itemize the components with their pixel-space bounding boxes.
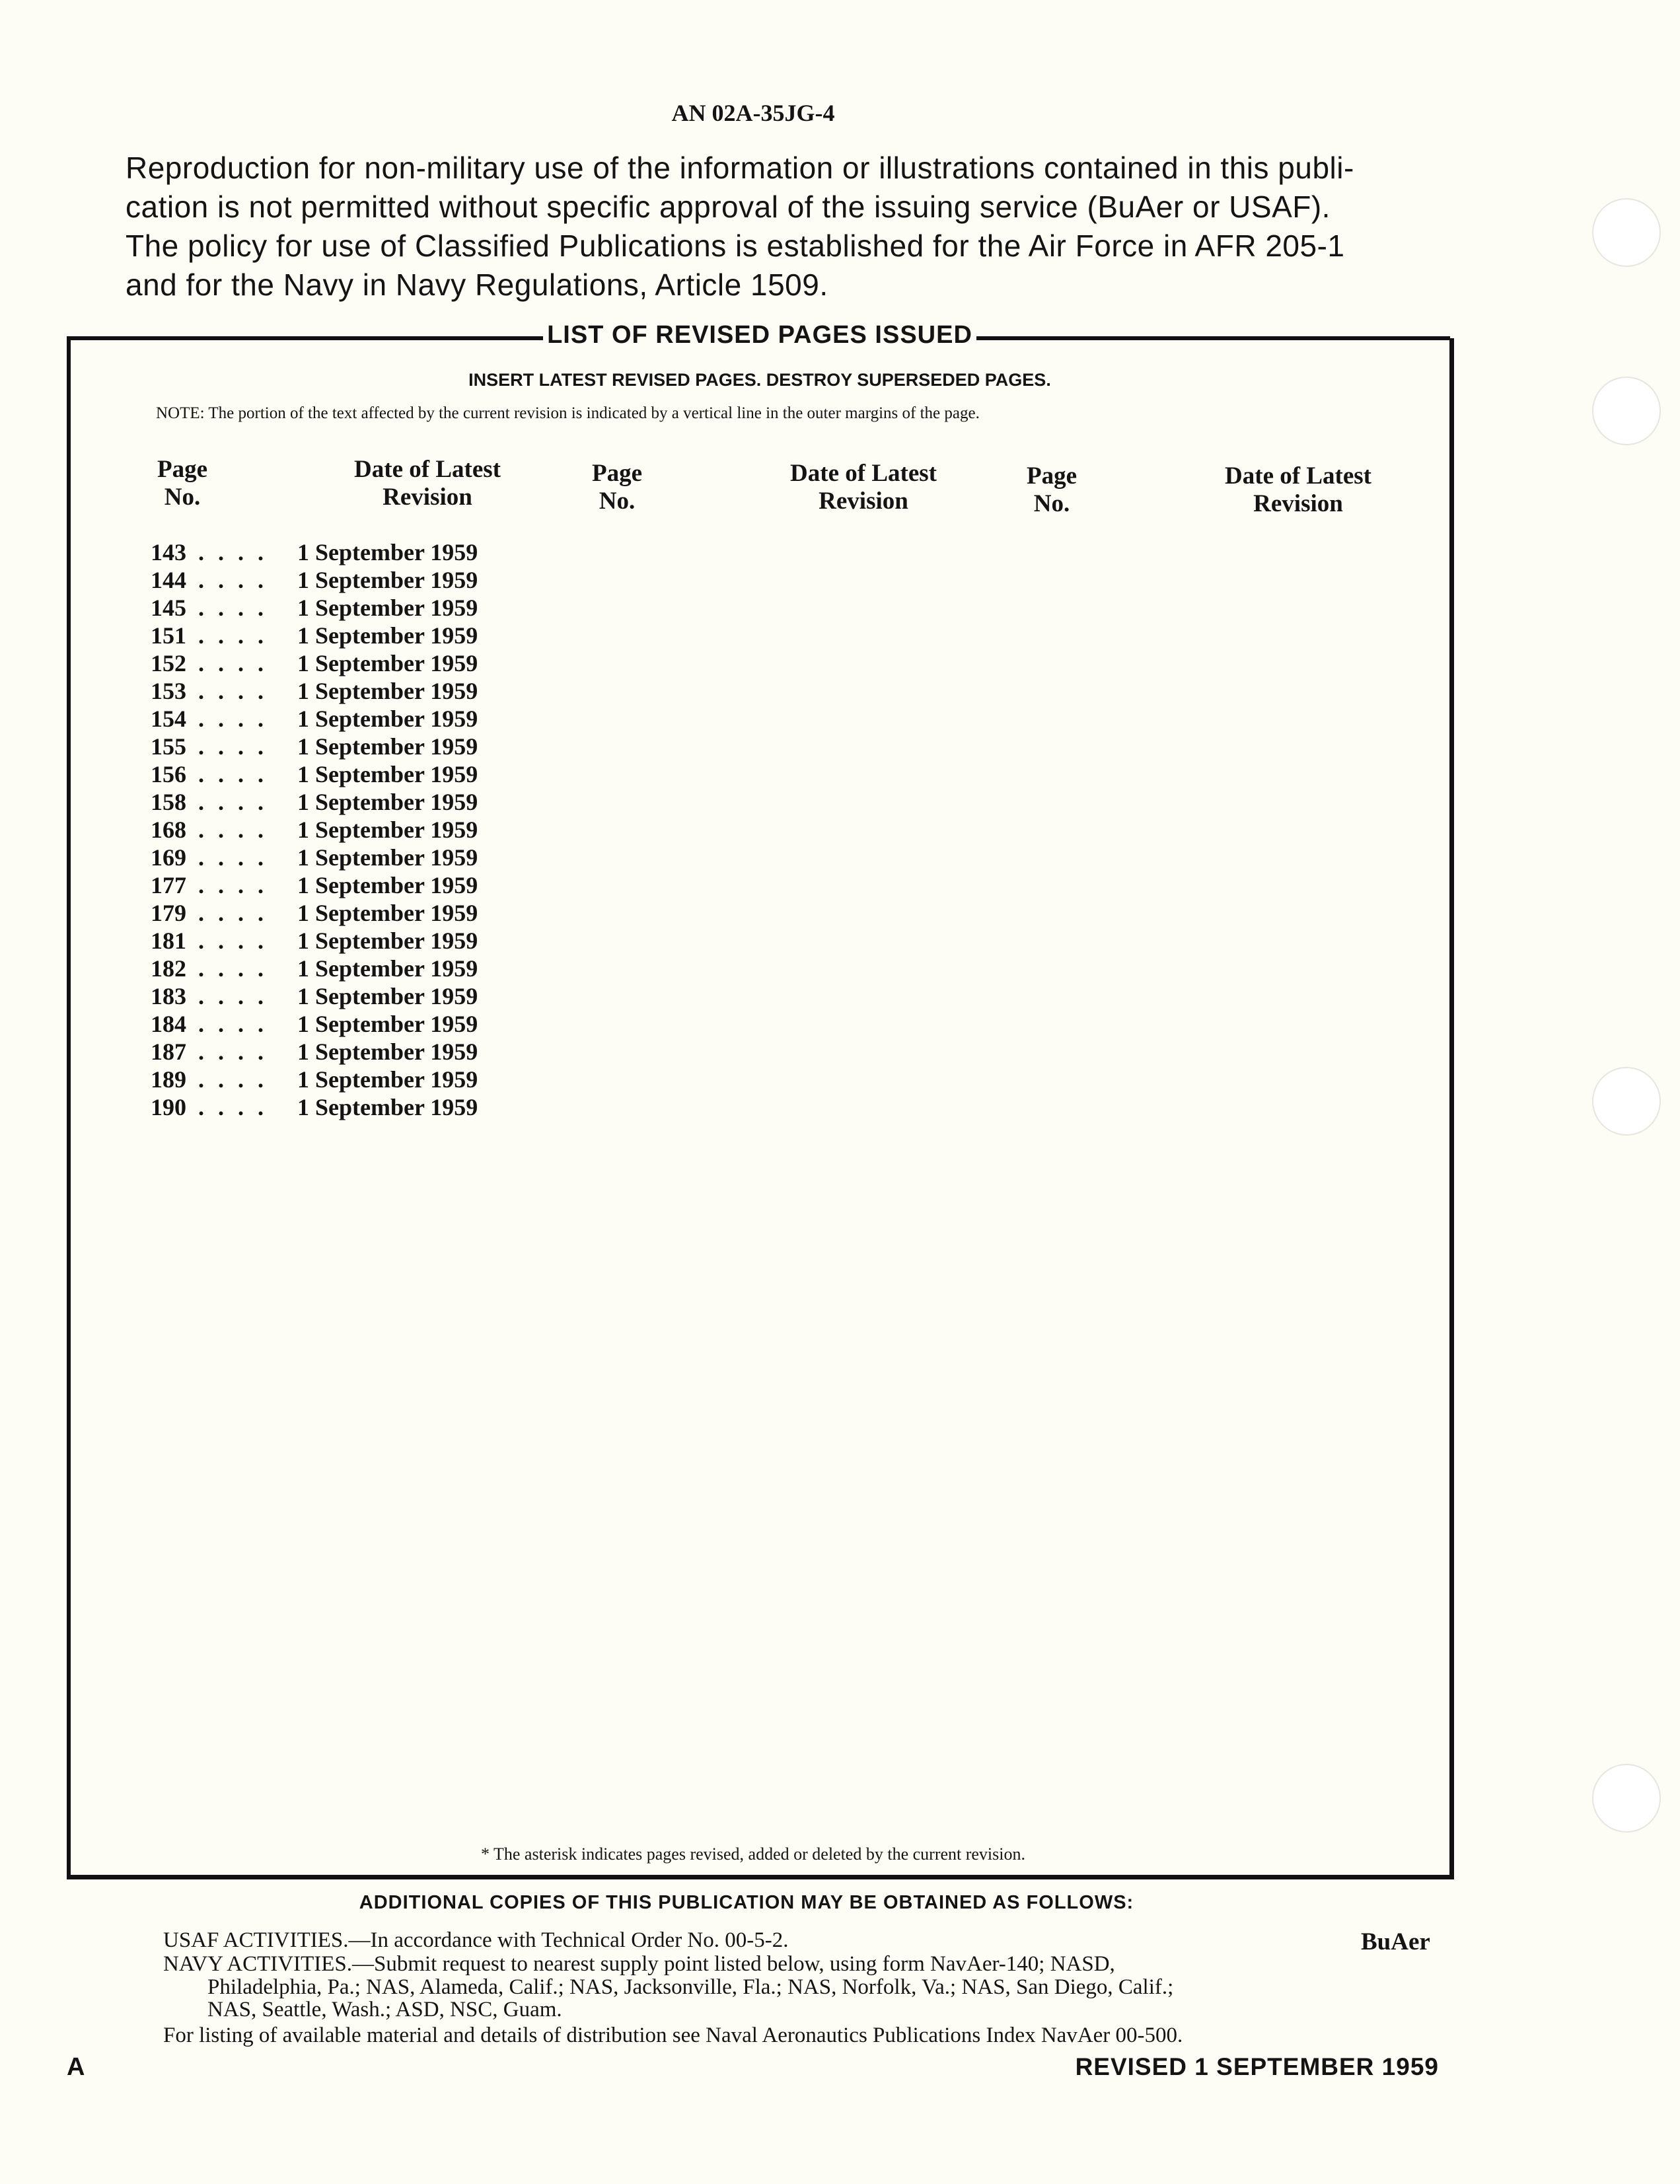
revised-pages-title [0,321,1519,349]
leader-dots: . . . . [198,678,268,704]
page-number: 158 [151,789,186,815]
usaf-activities: USAF ACTIVITIES.—In accordance with Technical Order No. 00-5-2. [163,1928,789,1952]
revision-date: 1 September 1959 [297,761,478,787]
list-item [151,538,478,566]
buaer-label: BuAer [1361,1928,1430,1955]
list-item [151,1010,478,1038]
leader-dots: . . . . [198,789,268,815]
list-item [151,594,478,622]
revision-date: 1 September 1959 [297,1066,478,1093]
revision-date: REVISED 1 SEPTEMBER 1959 [1075,2053,1439,2080]
page-number: 182 [151,955,186,982]
revision-date: 1 September 1959 [297,622,478,649]
page-number: 156 [151,761,186,787]
list-item [151,622,478,649]
list-item [151,677,478,705]
notice-line: Reproduction for non-military use of the information or illustrations contained in this publi- [126,151,1354,185]
list-item [151,705,478,733]
leader-dots: . . . . [198,872,268,898]
page-number: 143 [151,539,186,565]
list-item [151,955,478,982]
page-number: 181 [151,928,186,954]
page-number: 184 [151,1011,186,1037]
column-header-date: Date of Latest Revision [1225,462,1371,517]
list-item [151,871,478,899]
page-number: 154 [151,706,186,732]
list-item [151,733,478,760]
column-header-date: Date of Latest Revision [354,456,501,511]
navy-activities-cont: NAS, Seattle, Wash.; ASD, NSC, Guam. [207,1998,562,2021]
leader-dots: . . . . [198,539,268,565]
distribution-title: ADDITIONAL COPIES OF THIS PUBLICATION MAY BE OBTAINED AS FOLLOWS: [359,1892,1134,1913]
revision-date: 1 September 1959 [297,595,478,621]
leader-dots: . . . . [198,733,268,760]
revision-date: 1 September 1959 [297,983,478,1009]
leader-dots: . . . . [198,928,268,954]
list-item [151,760,478,788]
punch-hole [1592,198,1661,267]
leader-dots: . . . . [198,650,268,676]
list-item [151,1038,478,1066]
list-item [151,982,478,1010]
page-number: 179 [151,900,186,926]
revision-date: 1 September 1959 [297,1094,478,1120]
revision-date: 1 September 1959 [297,650,478,676]
revision-date: 1 September 1959 [297,900,478,926]
revision-date: 1 September 1959 [297,678,478,704]
column-header-page: Page No. [1026,462,1077,517]
revision-date: 1 September 1959 [297,733,478,760]
listing-note: For listing of available material and details of distribution see Naval Aeronautics Publications Index NavAer 00-500. [163,2023,1183,2047]
page-number: 168 [151,817,186,843]
leader-dots: . . . . [198,844,268,871]
leader-dots: . . . . [198,761,268,787]
list-item [151,788,478,816]
leader-dots: . . . . [198,1011,268,1037]
page-number: 144 [151,567,186,593]
leader-dots: . . . . [198,817,268,843]
leader-dots: . . . . [198,1066,268,1093]
leader-dots: . . . . [198,706,268,732]
leader-dots: . . . . [198,595,268,621]
revision-date: 1 September 1959 [297,567,478,593]
punch-hole [1592,377,1661,445]
reproduction-notice [126,149,1420,305]
title-text: LIST OF REVISED PAGES ISSUED [543,321,976,349]
page-number: 183 [151,983,186,1009]
list-item [151,816,478,844]
page-number: 155 [151,733,186,760]
page-number: 153 [151,678,186,704]
notice-line: The policy for use of Classified Publications is established for the Air Force in AFR 205-1 [126,229,1345,263]
revision-date: 1 September 1959 [297,789,478,815]
list-item [151,844,478,871]
page-letter: A [67,2053,85,2081]
navy-activities: NAVY ACTIVITIES.—Submit request to nearest supply point listed below, using form NavAer-140; NASD, [163,1952,1115,1976]
column-header-date: Date of Latest Revision [790,460,937,515]
leader-dots: . . . . [198,1094,268,1120]
leader-dots: . . . . [198,567,268,593]
navy-activities-cont: Philadelphia, Pa.; NAS, Alameda, Calif.; NAS, Jacksonville, Fla.; NAS, Norfolk, Va.; NAS, San Diego, Calif.; [207,1975,1174,1999]
punch-hole [1592,1764,1661,1833]
revision-date: 1 September 1959 [297,817,478,843]
page-number: 151 [151,622,186,649]
page-number: 177 [151,872,186,898]
list-item [151,1093,478,1121]
punch-hole [1592,1067,1661,1136]
notice-line: cation is not permitted without specific approval of the issuing service (BuAer or USAF). [126,190,1331,224]
insert-instruction: INSERT LATEST REVISED PAGES. DESTROY SUPERSEDED PAGES. [468,370,1051,390]
list-item [151,649,478,677]
revision-date: 1 September 1959 [297,1038,478,1065]
revision-date: 1 September 1959 [297,955,478,982]
revision-date: 1 September 1959 [297,872,478,898]
column-header-page: Page No. [157,456,208,511]
page-number: 145 [151,595,186,621]
revision-date: 1 September 1959 [297,844,478,871]
page-number: 187 [151,1038,186,1065]
column-header-page: Page No. [591,460,643,515]
list-item [151,1066,478,1093]
revision-note: NOTE: The portion of the text affected by the current revision is indicated by a vertical line in the outer margins of the page. [156,404,980,422]
revision-date: 1 September 1959 [297,539,478,565]
asterisk-note: * The asterisk indicates pages revised, added or deleted by the current revision. [480,1844,1025,1864]
leader-dots: . . . . [198,983,268,1009]
leader-dots: . . . . [198,622,268,649]
revision-date: 1 September 1959 [297,706,478,732]
page-number: 169 [151,844,186,871]
list-item [151,899,478,927]
leader-dots: . . . . [198,900,268,926]
revision-date: 1 September 1959 [297,928,478,954]
list-item [151,566,478,594]
revision-date: 1 September 1959 [297,1011,478,1037]
list-item [151,927,478,955]
page-number: 189 [151,1066,186,1093]
page-number: 152 [151,650,186,676]
leader-dots: . . . . [198,955,268,982]
document-number: AN 02A-35JG-4 [671,100,835,126]
notice-line: and for the Navy in Navy Regulations, Article 1509. [126,268,828,302]
leader-dots: . . . . [198,1038,268,1065]
page-number: 190 [151,1094,186,1120]
revised-pages-list [151,538,478,1121]
